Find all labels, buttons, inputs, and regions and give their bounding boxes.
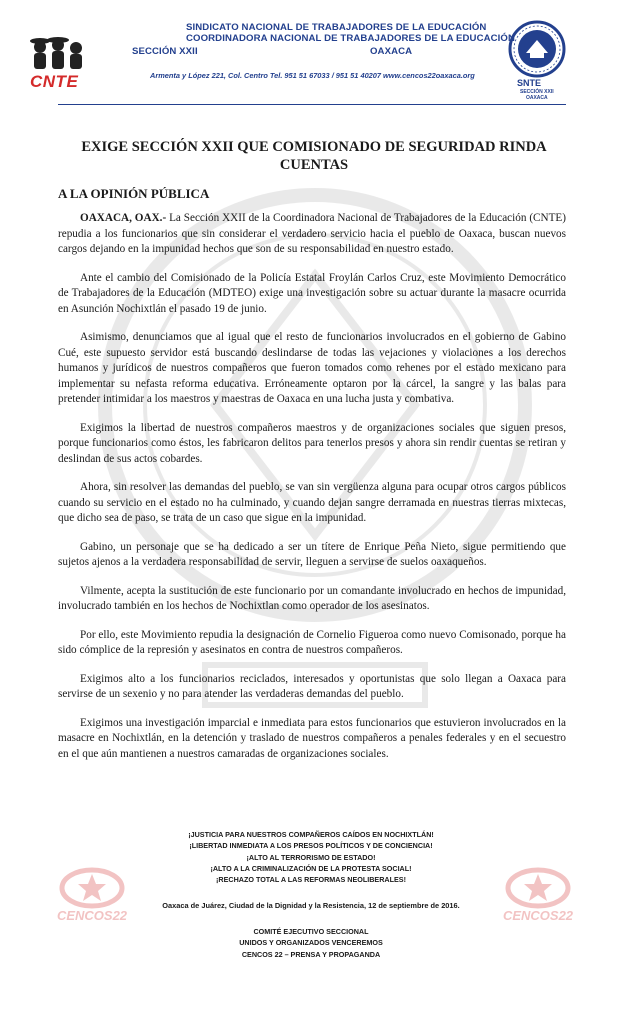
slogan: ¡LIBERTAD INMEDIATA A LOS PRESOS POLÍTICOS Y DE CONCIENCIA!: [189, 841, 433, 851]
paragraph-9: Exigimos alto a los funcionarios reciclados, interesados y oportunistas que solo llegan a Oaxaca para servirse de un sexenio y no para atender las verdaderas demandas del pueblo.: [58, 672, 566, 700]
cencos-logo-text: CENCOS22: [56, 908, 128, 923]
salutation: A LA OPINIÓN PÚBLICA: [58, 186, 210, 201]
paragraph-7: Vilmente, acepta la sustitución de este funcionario por un comandante involucrado en hechos de impunidad, involucrado también en los hechos de Nochixtlan como operador de los asesinatos.: [58, 584, 566, 612]
paragraph-4: Exigimos la libertad de nuestros compañeros maestros y de organizaciones sociales que siguen presos, porque funcionarios como éstos, les fabricaron delitos para tenerlos presos y ahora sin rendir cuentas se retiran y deslindan de sus actos cobardes.: [58, 421, 566, 465]
slogan: ¡ALTO AL TERRORISMO DE ESTADO!: [246, 852, 376, 862]
dateline: OAXACA, OAX.-: [80, 212, 167, 224]
page-title: EXIGE SECCIÓN XXII QUE COMISIONADO DE SEGURIDAD RINDA CUENTAS: [81, 139, 547, 173]
cencos-logo-text: CENCOS22: [502, 908, 574, 923]
paragraph-8: Por ello, este Movimiento repudia la designación de Cornelio Figueroa como nuevo Comisonado, porque ha sido cómplice de la represión y asesinatos en contra de nuestros compañeros.: [58, 628, 566, 656]
statement-body: [58, 211, 566, 775]
cencos-star-icon: [56, 866, 128, 910]
slogans: [100, 829, 522, 885]
paragraph-1: [58, 211, 566, 258]
header-divider: [58, 104, 566, 105]
snte-logo-text: SNTE: [517, 78, 542, 88]
snte-state-text: OAXACA: [525, 95, 548, 101]
paragraph-6: Gabino, un personaje que se ha dedicado a ser un títere de Enrique Peña Nieto, sigue permitiendo que sujetos ajenos a la verdadera responsabilidad de servir, lleguen a servirse de suelos oaxaqueños.: [58, 540, 566, 568]
snte-section-text: SECCIÓN XXII: [520, 89, 554, 95]
cencos-star-icon: [502, 866, 574, 910]
signature-line: UNIDOS Y ORGANIZADOS VENCEREMOS: [239, 938, 383, 948]
letterhead: [0, 0, 622, 110]
slogan: ¡ALTO A LA CRIMINALIZACIÓN DE LA PROTESTA SOCIAL!: [210, 863, 412, 873]
snte-logo-subtitle: [520, 89, 554, 101]
cnte-logo-text: CNTE: [30, 72, 79, 91]
slogan: ¡JUSTICIA PARA NUESTROS COMPAÑEROS CAÍDOS EN NOCHIXTLÁN!: [188, 830, 434, 839]
signature-block: [100, 926, 522, 960]
paragraph-5: Ahora, sin resolver las demandas del pueblo, se van sin vergüenza alguna para ocupar otros cargos públicos cuando su servicio en el estado no ha culminado, y cuando dejan sangre derramada en nuestras tierras mixtecas, que dicho sea de paso, se trata de un caso que sigue en la impunidad.: [58, 481, 566, 524]
header-union-name: SINDICATO NACIONAL DE TRABAJADORES DE LA EDUCACIÓN: [186, 22, 487, 33]
header-state: OAXACA: [370, 46, 413, 57]
paragraph-3: Asimismo, denunciamos que al igual que el resto de funcionarios involucrados en el gobierno de Gabino Cué, este supuesto servidor está buscando deslindarse de todas las vejaciones y violaciones a los derechos humanos y jurídicos de nuestros compañeros que fueron tomados como rehenes por el estado mexicano para implementar su nefasta reforma educativa. Erróneamente optaron por la cárcel, la sangre y las balas para pretender intimidar a los maestros y maestras de Oaxaca en una lucha justa y combativa.: [58, 331, 566, 405]
snte-seal-icon: [508, 20, 566, 78]
cencos-logo-left: [56, 866, 128, 928]
header-section: SECCIÓN XXII: [132, 46, 198, 57]
paragraph-10: Exigimos una investigación imparcial e inmediata para estos funcionarios que estuvieron involucrados en la masacre en Nochixtlán, en la detención y traslado de nuestros compañeros a penales federales y en el secuestro en el que aún mantienen a nuestros camaradas de organizaciones sociales.: [58, 716, 566, 760]
paragraph-1-text: La Sección XXII de la Coordinadora Nacional de Trabajadores de la Educación (CNTE) repudia a los funcionarios que sin considerar el verdadero servicio hacia el pueblo de Oaxaca, buscan nuevos cargos dejando en la impunidad hechos que son de su responsabilidad en nuestro estado.: [58, 212, 566, 255]
place-and-date: Oaxaca de Juárez, Ciudad de la Dignidad y la Resistencia, 12 de septiembre de 2016.: [162, 901, 460, 910]
signature-line: COMITÉ EJECUTIVO SECCIONAL: [253, 927, 369, 936]
header-coordinator-name: COORDINADORA NACIONAL DE TRABAJADORES DE LA EDUCACIÓN: [186, 33, 516, 44]
paragraph-2: Ante el cambio del Comisionado de la Policía Estatal Froylán Carlos Cruz, este Movimiento Democrático de Trabajadores de la Educación (MDTEO) exige una investigación sobre su actuar durante la masacre ocurrida en Asunción Nochixtlán el pasado 19 de junio.: [58, 271, 566, 315]
cencos-logo-right: [502, 866, 574, 928]
slogan: ¡RECHAZO TOTAL A LAS REFORMAS NEOLIBERALES!: [216, 875, 406, 885]
header-address: Armenta y López 221, Col. Centro Tel. 951 51 67033 / 951 51 40207 www.cencos22oaxaca.org: [150, 71, 475, 80]
signature-line: CENCOS 22 – PRENSA Y PROPAGANDA: [241, 949, 381, 959]
